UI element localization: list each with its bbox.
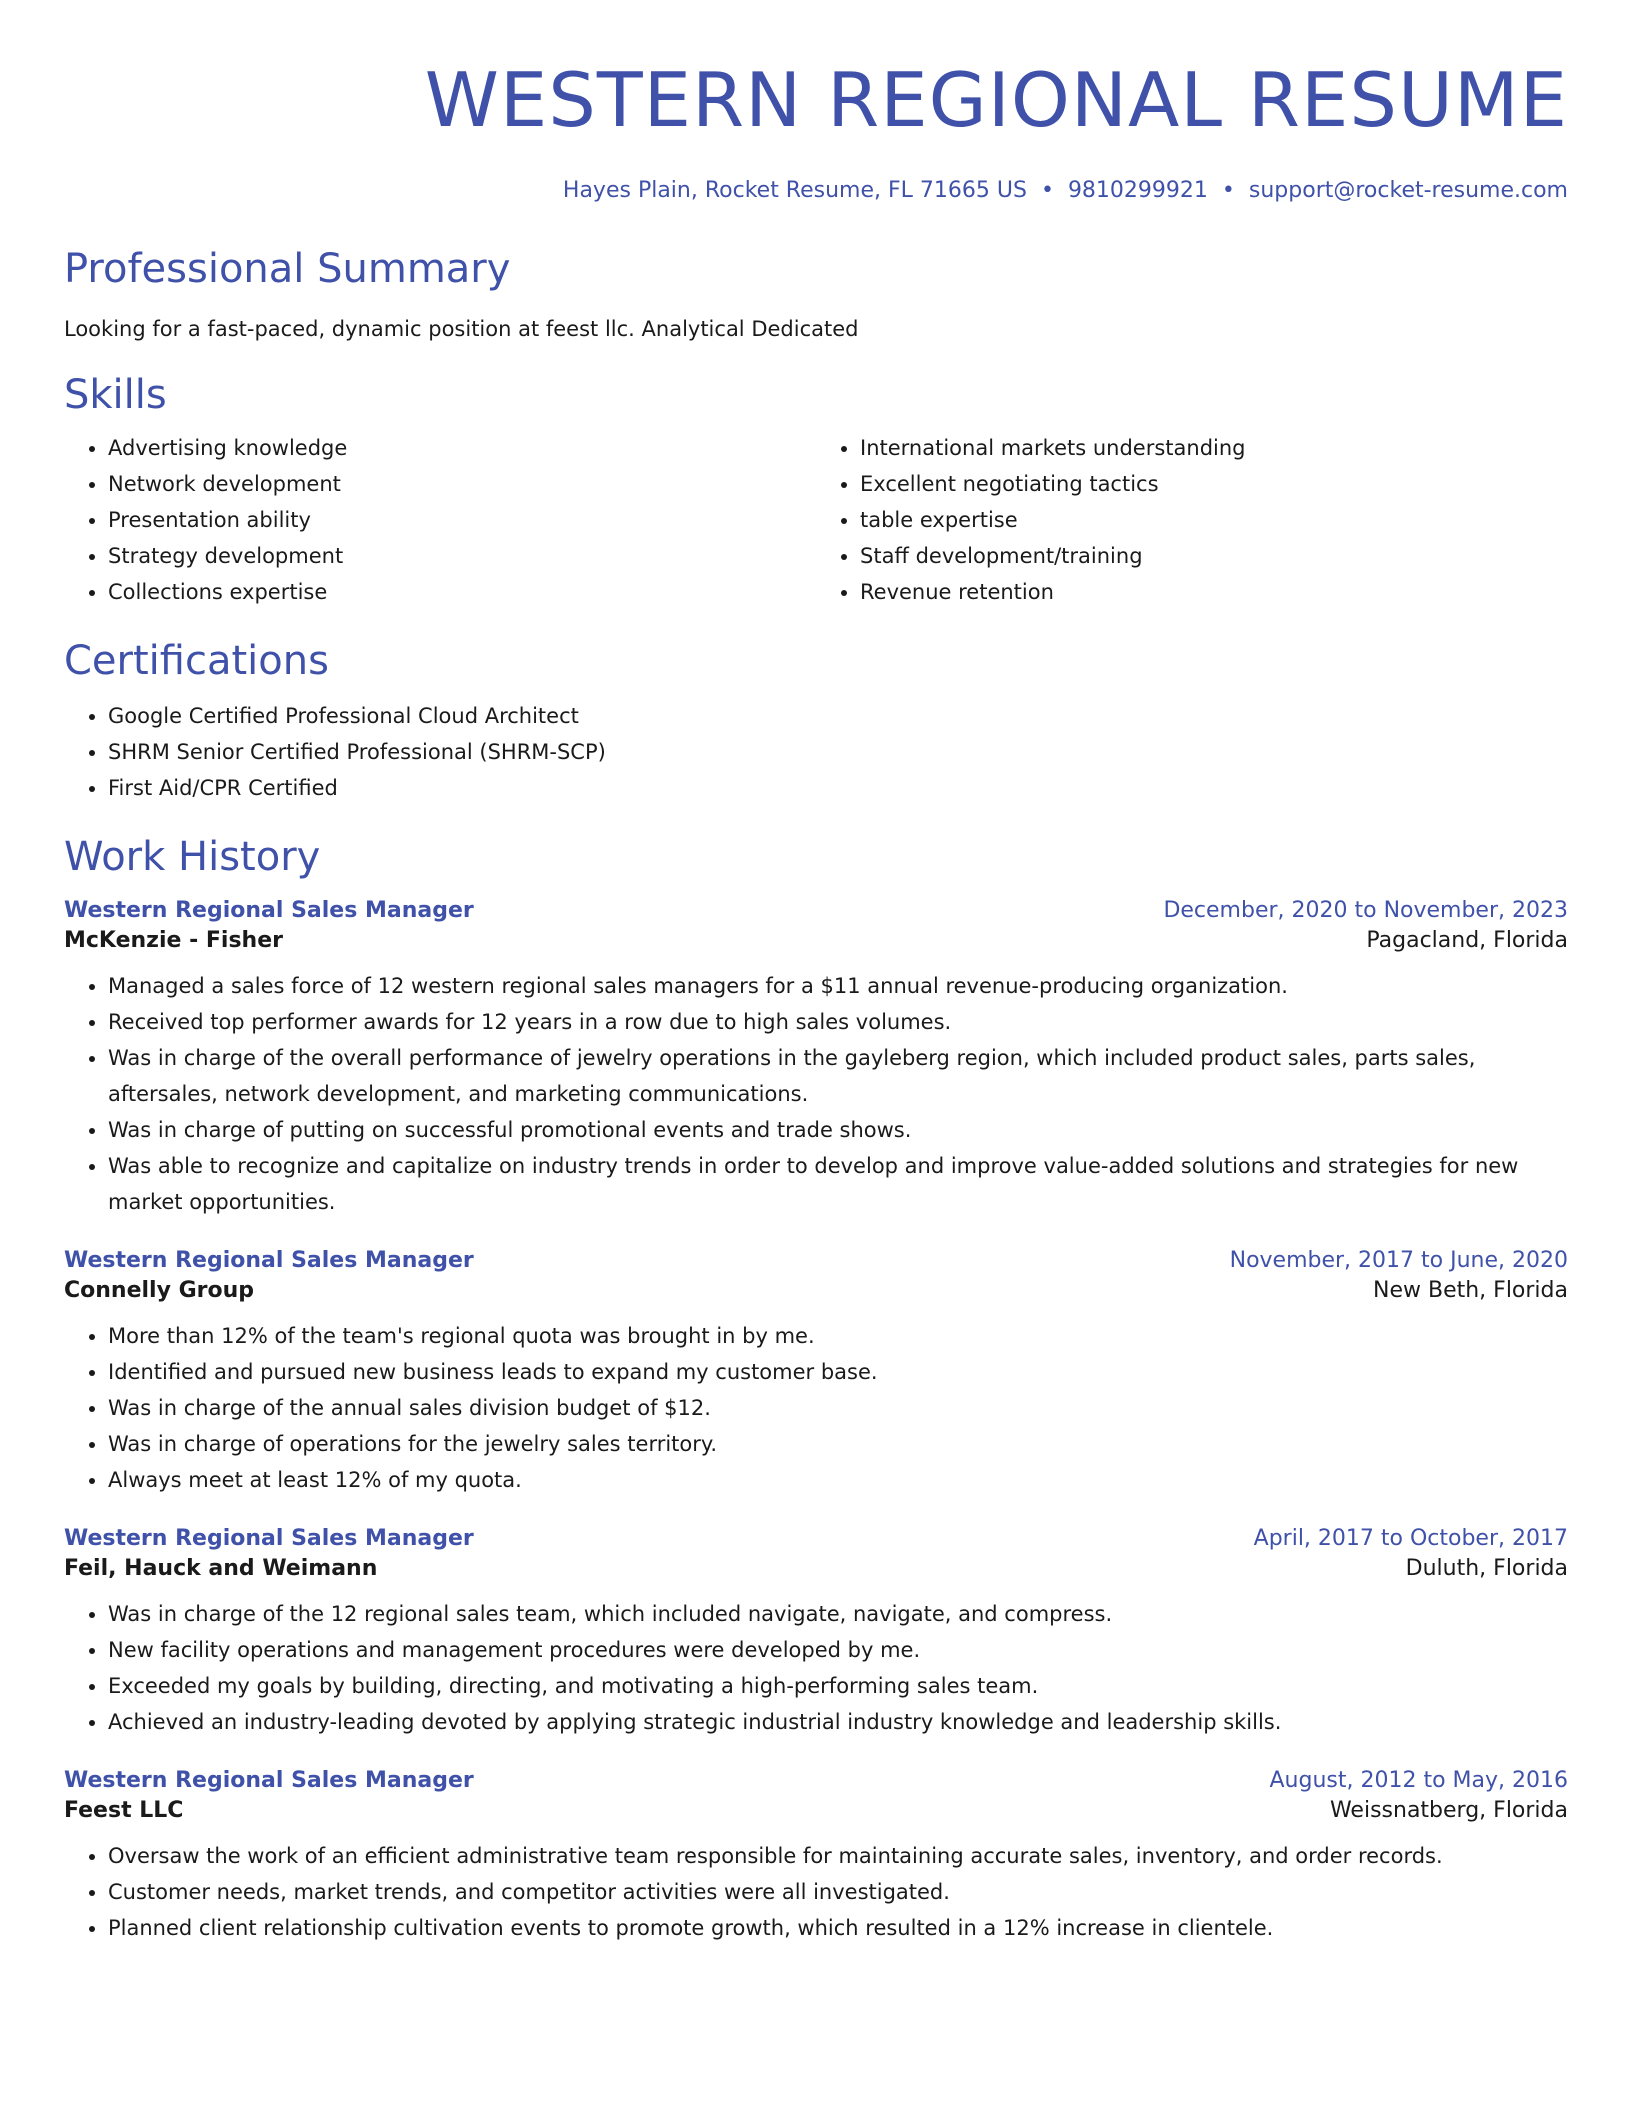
job-bullet: • Customer needs, market trends, and competitor activities were all investigated. — [108, 1874, 1568, 1910]
summary-text: Looking for a fast-paced, dynamic position at feest llc. Analytical Dedicated — [64, 317, 859, 341]
job-location: Pagacland, Florida — [1366, 928, 1568, 953]
job-header — [64, 1246, 1568, 1276]
job-company: Feest LLC — [64, 1798, 184, 1823]
job-title: Western Regional Sales Manager — [64, 1768, 474, 1793]
job-location: New Beth, Florida — [1373, 1278, 1568, 1303]
job-entry — [64, 1766, 1568, 1946]
certification-item: • Google Certified Professional Cloud Architect — [108, 698, 1568, 734]
job-bullet: • Oversaw the work of an efficient administrative team responsible for maintaining accurate sales, inventory, and order records. — [108, 1838, 1568, 1874]
skill-item: • Excellent negotiating tactics — [860, 466, 1568, 502]
job-entry — [64, 896, 1568, 1220]
certifications-heading: Certifications — [64, 638, 329, 684]
skills-column-left — [64, 430, 816, 610]
job-subheader — [64, 926, 1568, 956]
skill-item: • Staff development/training — [860, 538, 1568, 574]
certifications-list — [64, 698, 1568, 806]
job-header — [64, 1766, 1568, 1796]
job-subheader — [64, 1276, 1568, 1306]
contact-separator: • — [1221, 178, 1235, 203]
contact-email: support@rocket-resume.com — [1248, 178, 1568, 203]
resume-page — [64, 0, 1568, 1946]
certification-item: • First Aid/CPR Certified — [108, 770, 1568, 806]
resume-title: WESTERN REGIONAL RESUME — [424, 56, 1568, 144]
skill-item: • Strategy development — [108, 538, 816, 574]
job-dates: December, 2020 to November, 2023 — [1163, 898, 1568, 923]
job-bullet: • Exceeded my goals by building, directing, and motivating a high-performing sales team. — [108, 1668, 1568, 1704]
job-subheader — [64, 1554, 1568, 1584]
job-bullet: • Was in charge of operations for the jewelry sales territory. — [108, 1426, 1568, 1462]
job-dates: August, 2012 to May, 2016 — [1269, 1768, 1568, 1793]
job-bullet: • Was in charge of the overall performance of jewelry operations in the gayleberg region, which included product sales, parts sales, aftersales, network development, and marketing communications. — [108, 1040, 1568, 1112]
job-location: Weissnatberg, Florida — [1329, 1798, 1568, 1823]
job-bullet: • New facility operations and management procedures were developed by me. — [108, 1632, 1568, 1668]
job-bullet: • Always meet at least 12% of my quota. — [108, 1462, 1568, 1498]
job-bullet: • Achieved an industry-leading devoted by applying strategic industrial industry knowledge and leadership skills. — [108, 1704, 1568, 1740]
job-bullet: • Identified and pursued new business leads to expand my customer base. — [108, 1354, 1568, 1390]
job-bullet: • Planned client relationship cultivation events to promote growth, which resulted in a 12% increase in clientele. — [108, 1910, 1568, 1946]
skill-item: • Advertising knowledge — [108, 430, 816, 466]
job-bullets — [64, 1596, 1568, 1740]
skill-item: • International markets understanding — [860, 430, 1568, 466]
skill-item: • table expertise — [860, 502, 1568, 538]
job-company: Connelly Group — [64, 1278, 255, 1303]
skills-heading: Skills — [64, 372, 167, 418]
job-bullet: • Received top performer awards for 12 years in a row due to high sales volumes. — [108, 1004, 1568, 1040]
job-title: Western Regional Sales Manager — [64, 1248, 474, 1273]
job-dates: April, 2017 to October, 2017 — [1253, 1526, 1568, 1551]
job-title: Western Regional Sales Manager — [64, 1526, 474, 1551]
job-header — [64, 1524, 1568, 1554]
job-bullets — [64, 1318, 1568, 1498]
job-header — [64, 896, 1568, 926]
certification-item: • SHRM Senior Certified Professional (SHRM-SCP) — [108, 734, 1568, 770]
contact-line — [64, 176, 1568, 206]
job-title: Western Regional Sales Manager — [64, 898, 474, 923]
job-bullet: • Was in charge of the 12 regional sales team, which included navigate, navigate, and compress. — [108, 1596, 1568, 1632]
skill-item: • Collections expertise — [108, 574, 816, 610]
job-entry — [64, 1524, 1568, 1740]
job-bullet: • Was in charge of the annual sales division budget of $12. — [108, 1390, 1568, 1426]
job-bullet: • Was able to recognize and capitalize on industry trends in order to develop and improve value-added solutions and strategies for new market opportunities. — [108, 1148, 1568, 1220]
job-company: Feil, Hauck and Weimann — [64, 1556, 378, 1581]
summary-heading: Professional Summary — [64, 246, 511, 292]
skill-item: • Revenue retention — [860, 574, 1568, 610]
skills-column-right — [816, 430, 1568, 610]
job-entry — [64, 1246, 1568, 1498]
job-bullet: • Managed a sales force of 12 western regional sales managers for a $11 annual revenue-producing organization. — [108, 968, 1568, 1004]
job-company: McKenzie - Fisher — [64, 928, 283, 953]
job-bullet: • Was in charge of putting on successful promotional events and trade shows. — [108, 1112, 1568, 1148]
job-dates: November, 2017 to June, 2020 — [1229, 1248, 1568, 1273]
job-subheader — [64, 1796, 1568, 1826]
contact-phone: 9810299921 — [1067, 178, 1208, 203]
contact-address: Hayes Plain, Rocket Resume, FL 71665 US — [562, 178, 1027, 203]
job-location: Duluth, Florida — [1405, 1556, 1568, 1581]
contact-separator: • — [1040, 178, 1054, 203]
job-bullets — [64, 1838, 1568, 1946]
job-bullet: • More than 12% of the team's regional quota was brought in by me. — [108, 1318, 1568, 1354]
skill-item: • Network development — [108, 466, 816, 502]
skill-item: • Presentation ability — [108, 502, 816, 538]
work-history-heading: Work History — [64, 834, 321, 880]
skills-list — [64, 430, 1568, 610]
job-bullets — [64, 968, 1568, 1220]
